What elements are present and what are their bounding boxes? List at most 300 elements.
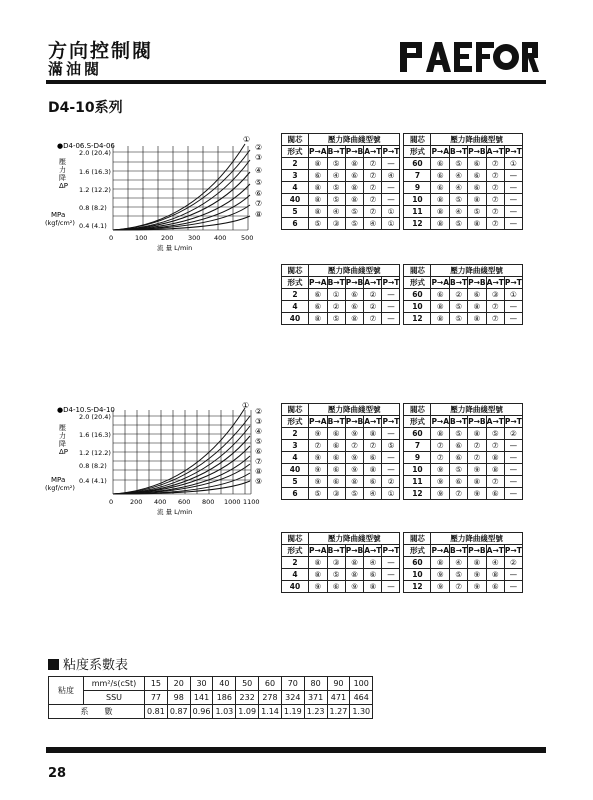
table-cell: — bbox=[382, 158, 400, 170]
col-header: P→T bbox=[504, 416, 522, 426]
table-cell: 471 bbox=[327, 691, 350, 705]
table-cell: ③ bbox=[486, 289, 504, 301]
curve-label: ③ bbox=[255, 417, 263, 426]
table-cell: 5 bbox=[282, 206, 309, 218]
x-axis-label: 流 量 L/min bbox=[157, 244, 193, 252]
table-cell: ② bbox=[327, 301, 345, 313]
table-cell: 0.81 bbox=[145, 705, 168, 719]
table-cell: ⑦ bbox=[431, 440, 450, 452]
pressure-curves bbox=[113, 144, 250, 230]
table-cell: ② bbox=[364, 301, 382, 313]
table-cell: ④ bbox=[450, 182, 468, 194]
table-cell: — bbox=[504, 182, 522, 194]
series-title: D4-10系列 bbox=[48, 100, 123, 116]
table-cell: — bbox=[382, 313, 400, 325]
table-cell: ⑥ bbox=[450, 440, 468, 452]
table-label: 閥芯 bbox=[282, 134, 309, 146]
table-cell: ⑥ bbox=[431, 182, 450, 194]
header-rule bbox=[46, 80, 546, 84]
x-tick: 300 bbox=[188, 234, 201, 242]
table-cell: ⑦ bbox=[486, 218, 504, 230]
table-cell: 60 bbox=[404, 557, 431, 569]
curve-label: ② bbox=[255, 143, 263, 152]
y-unit: MPa bbox=[51, 476, 66, 484]
curve-label: ④ bbox=[255, 166, 263, 175]
page-title: 方向控制閥 bbox=[48, 40, 154, 62]
table-group-header: 壓力降曲綫型號 bbox=[309, 134, 400, 146]
x-tick: 0 bbox=[109, 234, 114, 242]
table-cell: ⑧ bbox=[468, 313, 487, 325]
table-cell: ⑨ bbox=[431, 476, 450, 488]
table-cell: — bbox=[382, 569, 400, 581]
table-cell: 6 bbox=[282, 218, 309, 230]
table-cell: ⑧ bbox=[431, 313, 450, 325]
col-header: P→T bbox=[382, 416, 400, 426]
table-cell: ⑤ bbox=[345, 218, 364, 230]
table-cell: 371 bbox=[304, 691, 327, 705]
table-cell: ⑥ bbox=[450, 452, 468, 464]
table-cell: ⑥ bbox=[468, 158, 487, 170]
table-cell: 40 bbox=[282, 313, 309, 325]
table-row bbox=[282, 488, 523, 500]
table-cell: ⑦ bbox=[364, 313, 382, 325]
col-header: P→B bbox=[345, 277, 364, 287]
col-header: B→T bbox=[327, 277, 345, 287]
y-tick: 1.2 (12.2) bbox=[79, 186, 111, 194]
curve-label: ⑥ bbox=[255, 189, 263, 198]
table-cell: ⑦ bbox=[364, 170, 382, 182]
table-cell: ⑤ bbox=[450, 428, 468, 440]
table-cell: ⑧ bbox=[431, 218, 450, 230]
table-cell: 232 bbox=[236, 691, 259, 705]
table-group-header: 壓力降曲綫型號 bbox=[309, 404, 400, 416]
table-cell: ⑤ bbox=[450, 218, 468, 230]
table-cell: 60 bbox=[404, 289, 431, 301]
table-cell: 2 bbox=[282, 557, 309, 569]
table-cell: ⑦ bbox=[309, 440, 328, 452]
table-cell: ⑤ bbox=[327, 158, 345, 170]
x-tick: 600 bbox=[178, 498, 191, 506]
table-cell: ⑤ bbox=[450, 301, 468, 313]
page-subtitle: 滿油閥 bbox=[48, 60, 103, 78]
table-cell: ⑧ bbox=[364, 581, 382, 593]
table-cell: 186 bbox=[213, 691, 236, 705]
table-cell: ⑤ bbox=[450, 313, 468, 325]
y-tick: 1.6 (16.3) bbox=[79, 431, 111, 439]
col-header: B→T bbox=[450, 545, 468, 555]
table-cell: — bbox=[504, 581, 522, 593]
table-cell: ① bbox=[504, 289, 522, 301]
table-cell: ⑧ bbox=[468, 428, 487, 440]
chart-model-label: ●D4-10.S-D4-10 bbox=[57, 406, 115, 414]
table-cell: — bbox=[504, 301, 522, 313]
table-label: 形式 bbox=[404, 277, 431, 289]
table-cell: — bbox=[382, 194, 400, 206]
table-cell: ⑦ bbox=[450, 581, 468, 593]
viscosity-section-title bbox=[48, 654, 128, 673]
table-cell: ⑨ bbox=[309, 464, 328, 476]
table-cell: — bbox=[504, 218, 522, 230]
table-row bbox=[282, 428, 523, 440]
table-cell: 4 bbox=[282, 452, 309, 464]
col-header: P→B bbox=[345, 146, 364, 156]
table-cell: 50 bbox=[236, 677, 259, 691]
table-cell: ⑥ bbox=[309, 289, 328, 301]
table-cell: 1.19 bbox=[281, 705, 304, 719]
table-cell: ⑧ bbox=[468, 194, 487, 206]
table-cell: ④ bbox=[450, 557, 468, 569]
table-cell: ② bbox=[382, 476, 400, 488]
table-cell: — bbox=[504, 488, 522, 500]
table-cell: 60 bbox=[404, 428, 431, 440]
table-cell: ⑨ bbox=[345, 452, 364, 464]
table-cell: ⑧ bbox=[364, 428, 382, 440]
col-header: P→B bbox=[345, 545, 364, 555]
table-cell: 324 bbox=[281, 691, 304, 705]
chart-grid bbox=[113, 146, 248, 230]
curve-label: ⑤ bbox=[255, 437, 263, 446]
table-cell: — bbox=[382, 557, 400, 569]
table-cell: ⑧ bbox=[468, 301, 487, 313]
table-cell: ⑨ bbox=[468, 488, 487, 500]
table-cell: — bbox=[504, 452, 522, 464]
table-cell: — bbox=[382, 452, 400, 464]
col-header: B→T bbox=[450, 277, 468, 287]
x-tick: 200 bbox=[130, 498, 143, 506]
table-cell: ⑥ bbox=[468, 182, 487, 194]
table-cell: ⑨ bbox=[468, 581, 487, 593]
table-cell: 60 bbox=[259, 677, 282, 691]
curve-label: ③ bbox=[255, 153, 263, 162]
table-cell: ⑦ bbox=[486, 313, 504, 325]
table-cell: 12 bbox=[404, 488, 431, 500]
table-cell: ⑨ bbox=[345, 464, 364, 476]
col-header: A→T bbox=[486, 146, 504, 156]
table-row bbox=[282, 301, 523, 313]
table-cell: 10 bbox=[404, 569, 431, 581]
col-header: P→A bbox=[309, 416, 327, 426]
table-cell: ⑤ bbox=[309, 218, 328, 230]
table-cell: 12 bbox=[404, 218, 431, 230]
table-label: 形式 bbox=[282, 416, 309, 428]
curve-label: ② bbox=[255, 407, 263, 416]
table-cell: 12 bbox=[404, 313, 431, 325]
table-cell: ⑥ bbox=[431, 289, 450, 301]
table-cell: ⑧ bbox=[468, 218, 487, 230]
x-tick: 400 bbox=[214, 234, 227, 242]
table-label: 閥芯 bbox=[404, 265, 431, 277]
col-header: P→B bbox=[468, 277, 486, 287]
ssu-label: SSU bbox=[84, 691, 145, 705]
table-cell: ④ bbox=[327, 170, 345, 182]
table-cell: ② bbox=[504, 428, 522, 440]
table-cell: ② bbox=[504, 557, 522, 569]
table-cell: ② bbox=[364, 289, 382, 301]
col-header: P→T bbox=[382, 146, 400, 156]
table-cell: 30 bbox=[190, 677, 213, 691]
col-header: A→T bbox=[364, 277, 382, 287]
x-tick: 1100 bbox=[243, 498, 260, 506]
table-cell: ⑨ bbox=[309, 428, 328, 440]
col-header: B→T bbox=[327, 146, 345, 156]
pressure-drop-chart-d4-06 bbox=[45, 132, 275, 254]
table-cell: ⑦ bbox=[468, 452, 487, 464]
table-label: 閥芯 bbox=[404, 533, 431, 545]
table-cell: ⑤ bbox=[450, 194, 468, 206]
table-cell: — bbox=[504, 206, 522, 218]
table-cell: ⑥ bbox=[309, 170, 328, 182]
table-cell: 0.96 bbox=[190, 705, 213, 719]
y-title-2: 力 bbox=[59, 432, 66, 440]
y-unit-2: (kgf/cm²) bbox=[45, 219, 75, 227]
table-cell: 10 bbox=[404, 194, 431, 206]
table-cell: 77 bbox=[145, 691, 168, 705]
table-cell: 1.14 bbox=[259, 705, 282, 719]
curve-label: ④ bbox=[255, 427, 263, 436]
table-cell: — bbox=[504, 313, 522, 325]
viscosity-table bbox=[48, 676, 373, 719]
table-cell: ⑥ bbox=[327, 428, 345, 440]
table-label: 閥芯 bbox=[282, 533, 309, 545]
x-tick: 400 bbox=[154, 498, 167, 506]
table-cell: ⑥ bbox=[309, 301, 328, 313]
col-header: B→T bbox=[327, 416, 345, 426]
table-cell: ⑧ bbox=[345, 158, 364, 170]
table-cell: 141 bbox=[190, 691, 213, 705]
col-header: A→T bbox=[486, 545, 504, 555]
table-cell: ⑥ bbox=[364, 476, 382, 488]
table-cell: ⑧ bbox=[309, 557, 328, 569]
table-cell: ⑨ bbox=[431, 488, 450, 500]
table-row bbox=[282, 452, 523, 464]
table-cell: ⑥ bbox=[486, 581, 504, 593]
table-cell: 40 bbox=[282, 194, 309, 206]
table-group-header: 壓力降曲綫型號 bbox=[431, 134, 522, 146]
curve-label: ⑤ bbox=[255, 178, 263, 187]
x-tick: 100 bbox=[135, 234, 148, 242]
table-cell: ⑥ bbox=[327, 476, 345, 488]
col-header: B→T bbox=[450, 146, 468, 156]
table-cell: — bbox=[504, 170, 522, 182]
x-axis-label: 流 量 L/min bbox=[157, 508, 193, 516]
table-cell: ⑧ bbox=[309, 206, 328, 218]
table-cell: ⑥ bbox=[486, 488, 504, 500]
table-cell: ⑧ bbox=[309, 182, 328, 194]
table-cell: ④ bbox=[364, 557, 382, 569]
x-tick: 800 bbox=[202, 498, 215, 506]
col-header: P→B bbox=[345, 416, 364, 426]
table-cell: ④ bbox=[486, 557, 504, 569]
table-cell: ④ bbox=[450, 170, 468, 182]
table-cell: 3 bbox=[282, 440, 309, 452]
curve-label: ① bbox=[242, 402, 250, 410]
table-cell: ⑨ bbox=[468, 569, 487, 581]
table-cell: ⑧ bbox=[486, 464, 504, 476]
table-label: 閥芯 bbox=[404, 404, 431, 416]
square-bullet-icon bbox=[48, 659, 59, 670]
pressure-drop-chart-d4-10 bbox=[45, 402, 275, 524]
table-row bbox=[282, 476, 523, 488]
table-cell: — bbox=[504, 440, 522, 452]
table-cell: ⑦ bbox=[486, 440, 504, 452]
table-cell: ⑥ bbox=[327, 581, 345, 593]
table-cell: ⑥ bbox=[364, 569, 382, 581]
table-cell: ⑧ bbox=[431, 301, 450, 313]
y-title-1: 壓 bbox=[59, 424, 66, 432]
coefficient-label: 系 數 bbox=[49, 705, 145, 719]
table-row bbox=[282, 158, 523, 170]
table-label: 形式 bbox=[404, 146, 431, 158]
table-cell: 4 bbox=[282, 301, 309, 313]
table-cell: ⑨ bbox=[309, 452, 328, 464]
table-cell: ④ bbox=[382, 170, 400, 182]
table-cell: ⑦ bbox=[364, 194, 382, 206]
table-cell: ⑧ bbox=[309, 194, 328, 206]
table-row bbox=[49, 705, 373, 719]
table-cell: 6 bbox=[282, 488, 309, 500]
table-cell: 7 bbox=[404, 440, 431, 452]
curve-label: ⑧ bbox=[255, 467, 263, 476]
table-cell: — bbox=[382, 301, 400, 313]
table-cell: — bbox=[382, 289, 400, 301]
y-title-3: 降 bbox=[59, 174, 66, 182]
y-tick: 0.4 (4.1) bbox=[79, 222, 107, 230]
table-row bbox=[282, 557, 523, 569]
table-cell: ⑥ bbox=[468, 289, 487, 301]
col-header: A→T bbox=[364, 545, 382, 555]
col-header: P→B bbox=[468, 545, 486, 555]
footer-rule bbox=[46, 747, 546, 753]
col-header: A→T bbox=[486, 277, 504, 287]
table-cell: 80 bbox=[304, 677, 327, 691]
y-title-2: 力 bbox=[59, 166, 66, 174]
table-cell: 40 bbox=[282, 464, 309, 476]
table-cell: ⑦ bbox=[486, 158, 504, 170]
table-cell: 98 bbox=[167, 691, 190, 705]
page-number: 28 bbox=[48, 766, 67, 781]
table-row bbox=[282, 218, 523, 230]
table-cell: ⑤ bbox=[486, 428, 504, 440]
table-cell: ⑤ bbox=[382, 440, 400, 452]
pressure-curves bbox=[113, 408, 250, 494]
table-cell: ⑦ bbox=[364, 440, 382, 452]
y-tick: 0.8 (8.2) bbox=[79, 204, 107, 212]
table-cell: ⑥ bbox=[345, 289, 364, 301]
table-cell: — bbox=[382, 464, 400, 476]
table-cell: 11 bbox=[404, 206, 431, 218]
table-cell: 10 bbox=[404, 301, 431, 313]
col-header: P→B bbox=[468, 416, 486, 426]
table-cell: 4 bbox=[282, 569, 309, 581]
curve-label: ① bbox=[243, 135, 251, 144]
table-cell: 464 bbox=[350, 691, 373, 705]
table-cell: ⑧ bbox=[468, 557, 487, 569]
col-header: A→T bbox=[364, 146, 382, 156]
table-cell: ⑧ bbox=[345, 182, 364, 194]
table-group-header: 壓力降曲綫型號 bbox=[431, 265, 522, 277]
table-row bbox=[282, 289, 523, 301]
col-header: P→T bbox=[382, 545, 400, 555]
table-row bbox=[282, 581, 523, 593]
table-cell: ⑥ bbox=[468, 170, 487, 182]
y-tick: 2.0 (20.4) bbox=[79, 149, 111, 157]
table-cell: ⑦ bbox=[364, 182, 382, 194]
table-cell: 1.27 bbox=[327, 705, 350, 719]
table-label: 形式 bbox=[282, 545, 309, 557]
table-cell: 90 bbox=[327, 677, 350, 691]
pressure-table-1 bbox=[281, 133, 523, 230]
table-cell: ⑧ bbox=[431, 194, 450, 206]
table-cell: ⑥ bbox=[431, 170, 450, 182]
cst-label: mm²/s(cSt) bbox=[84, 677, 145, 691]
table-cell: ⑨ bbox=[345, 581, 364, 593]
table-cell: ⑨ bbox=[431, 581, 450, 593]
table-cell: ⑥ bbox=[364, 452, 382, 464]
table-row bbox=[282, 464, 523, 476]
curve-label: ⑥ bbox=[255, 447, 263, 456]
col-header: P→T bbox=[504, 146, 522, 156]
curve-label: ⑧ bbox=[255, 210, 263, 219]
table-cell: ⑦ bbox=[486, 170, 504, 182]
col-header: P→A bbox=[431, 545, 450, 555]
table-cell: ⑥ bbox=[450, 476, 468, 488]
pressure-table-2 bbox=[281, 264, 523, 325]
table-cell: ⑥ bbox=[327, 452, 345, 464]
table-row bbox=[49, 691, 373, 705]
x-tick: 500 bbox=[241, 234, 254, 242]
table-cell: ① bbox=[382, 206, 400, 218]
col-header: A→T bbox=[364, 416, 382, 426]
table-cell: 9 bbox=[404, 452, 431, 464]
table-label: 形式 bbox=[404, 545, 431, 557]
table-cell: ⑥ bbox=[345, 301, 364, 313]
table-cell: 1.09 bbox=[236, 705, 259, 719]
table-cell: ⑨ bbox=[468, 464, 487, 476]
table-cell: ⑦ bbox=[345, 440, 364, 452]
table-cell: ⑤ bbox=[327, 569, 345, 581]
x-tick: 0 bbox=[109, 498, 114, 506]
table-cell: 40 bbox=[282, 581, 309, 593]
table-cell: ① bbox=[327, 289, 345, 301]
x-tick: 1000 bbox=[224, 498, 241, 506]
table-row bbox=[282, 440, 523, 452]
table-cell: ⑤ bbox=[450, 158, 468, 170]
table-cell: ⑦ bbox=[431, 452, 450, 464]
table-label: 閥芯 bbox=[404, 134, 431, 146]
table-cell: 2 bbox=[282, 289, 309, 301]
table-cell: ⑧ bbox=[309, 158, 328, 170]
viscosity-row-label: 粘度 bbox=[49, 677, 84, 705]
table-label: 形式 bbox=[404, 416, 431, 428]
table-cell: — bbox=[504, 194, 522, 206]
table-cell: 5 bbox=[282, 476, 309, 488]
table-cell: ⑦ bbox=[364, 158, 382, 170]
col-header: P→A bbox=[309, 146, 327, 156]
table-cell: 1.03 bbox=[213, 705, 236, 719]
table-cell: ⑤ bbox=[327, 194, 345, 206]
table-cell: — bbox=[504, 569, 522, 581]
table-cell: ① bbox=[382, 488, 400, 500]
y-tick: 0.4 (4.1) bbox=[79, 477, 107, 485]
table-cell: 100 bbox=[350, 677, 373, 691]
table-cell: — bbox=[382, 428, 400, 440]
table-cell: ⑨ bbox=[309, 581, 328, 593]
table-cell: 40 bbox=[213, 677, 236, 691]
table-cell: 7 bbox=[404, 170, 431, 182]
col-header: B→T bbox=[450, 416, 468, 426]
table-row bbox=[282, 206, 523, 218]
y-title-4: ΔP bbox=[59, 182, 69, 190]
